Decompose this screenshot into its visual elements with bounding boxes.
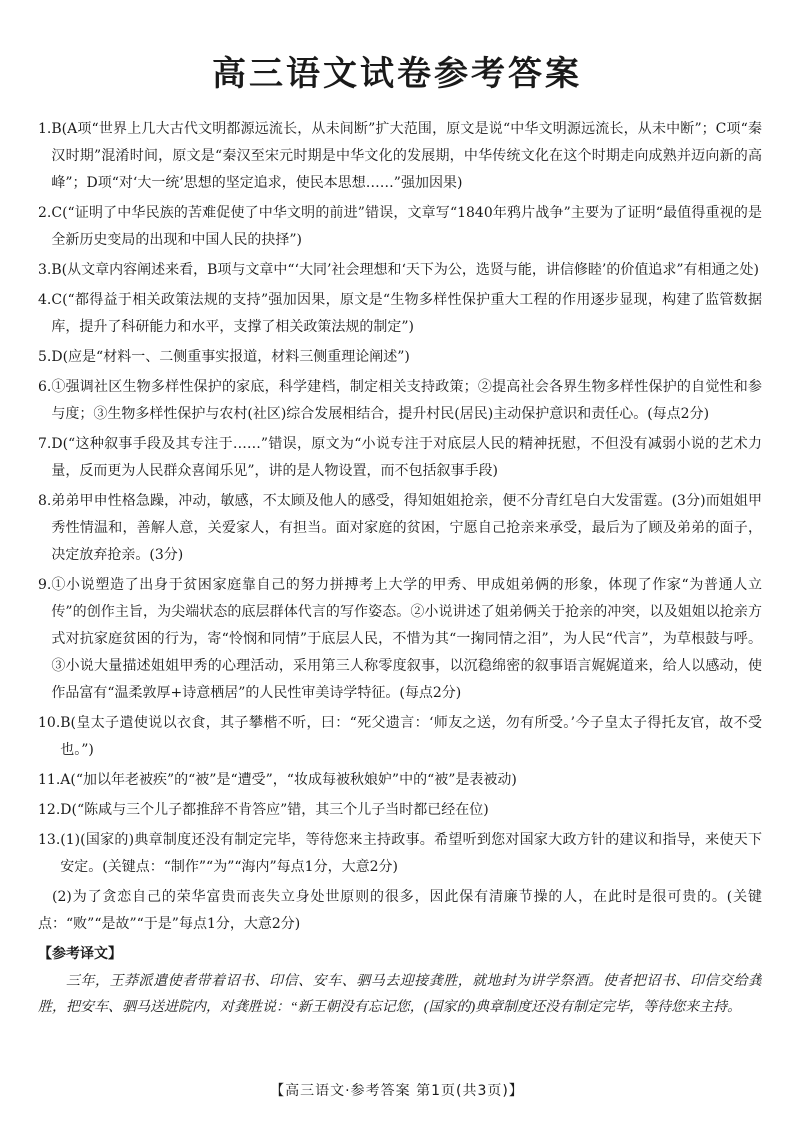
answer-number: 12. — [38, 802, 61, 818]
answer-text: ①小说塑造了出身于贫困家庭靠自己的努力拼搏考上大学的甲秀、甲成姐弟俩的形象，体现了作家“为普通人立传”的创作主旨，为尖端状态的底层群体代言的写作姿态。②小说讲述了姐弟俩关于抢亲的冲突，以及姐姐以抢亲方式对抗家庭贫困的行为，寄“怜悯和同情”于底层人民，不惜为其“一掬同情之泪”，为人民“代言”，为草根鼓与呼。③小说大量描述姐姐甲秀的心理活动，采用第三人称零度叙事，以沉稳绵密的叙事语言娓娓道来，给人以感动，使作品富有“温柔敦厚+诗意栖居”的人民性审美诗学特征。(每点2分) — [51, 577, 762, 701]
answer-text-part-1: (1)(国家的)典章制度还没有制定完毕，等待您来主持政事。希望听到您对国家大政方针的建议和指导，来使天下安定。(关键点：“制作”“为”“海内”每点1分，大意2分) — [60, 832, 762, 875]
answer-item-11 — [38, 767, 762, 794]
answer-item-7 — [38, 431, 762, 485]
answer-text: ①强调社区生物多样性保护的家底，科学建档，制定相关支持政策；②提高社会各界生物多样性保护的自觉性和参与度；③生物多样性保护与农村(社区)综合发展相结合，提升村民(居民)主动保护意识和责任心。(每点2分) — [51, 379, 762, 422]
answer-number: 13. — [38, 832, 61, 848]
answer-text: D(应是“材料一、二侧重事实报道，材料三侧重理论阐述”) — [51, 349, 410, 365]
answer-item-4 — [38, 287, 762, 341]
answer-item-10 — [38, 710, 762, 764]
answer-text: D(“陈咸与三个儿子都推辞不肯答应”错，其三个儿子当时都已经在位) — [60, 802, 489, 818]
answer-text: B(A项“世界上几大古代文明都源远流长，从未间断”扩大范围，原文是说“中华文明源远流长，从未中断”；C项“秦汉时期”混淆时间，原文是“秦汉至宋元时期是中华文化的发展期，中华传统文化在这个时期走向成熟并迈向新的高峰”；D项“对‘大一统’思想的坚定追求，使民本思想……”强加因果) — [51, 121, 762, 191]
answer-item-13 — [38, 827, 762, 881]
answer-item-6 — [38, 374, 762, 428]
answer-text: C(“都得益于相关政策法规的支持”强加因果，原文是“生物多样性保护重大工程的作用逐步显现，构建了监管数据库，提升了科研能力和水平，支撑了相关政策法规的制定”) — [51, 292, 762, 335]
answer-list — [38, 116, 762, 1021]
answer-text: A(“加以年老被疾”的“被”是“遭受”，“妆成每被秋娘妒”中的“被”是表被动) — [60, 772, 517, 788]
answer-text: 弟弟甲申性格急躁，冲动，敏感，不太顾及他人的感受，得知姐姐抢亲，便不分青红皂白大发雷霆。(3分)而姐姐甲秀性情温和，善解人意，关爱家人，有担当。面对家庭的贫困，宁愿自己抢亲来承受，最后为了顾及弟弟的面子，决定放弃抢亲。(3分) — [51, 493, 762, 563]
answer-number: 9. — [38, 577, 52, 593]
reference-translation: 三年，王莽派遣使者带着诏书、印信、安车、驷马去迎接龚胜，就地封为讲学祭酒。使者把诏书、印信交给龚胜，把安车、驷马送进院内，对龚胜说：“新王朝没有忘记您，(国家的)典章制度还没有制定完毕，等待您来主持。 — [38, 974, 762, 1015]
answer-text: B(皇太子遣使说以衣食，其子攀楷不听，曰：“死父遗言：‘师友之送，勿有所受。’今子皇太子得托友官，故不受也。”) — [60, 715, 762, 758]
answer-text: C(“证明了中华民族的苦难促使了中华文明的前进”错误，文章写“1840年鸦片战争”主要为了证明“最值得重视的是全新历史变局的出现和中国人民的抉择”) — [51, 205, 762, 248]
page-title: 高三语文试卷参考答案 — [212, 54, 582, 94]
answer-item-3 — [38, 257, 762, 284]
answer-text: D(“这种叙事手段及其专注于……”错误，原文为“小说专注于对底层人民的精神抚慰，不但没有减弱小说的艺术力量，反而更为人民群众喜闻乐见”，讲的是人物设置，而不包括叙事手段) — [51, 436, 762, 479]
answer-number: 7. — [38, 436, 52, 452]
answer-number: 8. — [38, 493, 52, 509]
answer-item-12 — [38, 797, 762, 824]
answer-number: 11. — [38, 772, 61, 788]
answer-item-5 — [38, 344, 762, 371]
answer-text-part-2: (2)为了贪恋自己的荣华富贵而丧失立身处世原则的很多，因此保有清廉节操的人，在此时是很可贵的。(关键点：“败”“是故”“于是”每点1分，大意2分) — [38, 889, 762, 932]
page-footer: 【高三语文·参考答案 第1页(共3页)】 — [270, 1083, 524, 1099]
answer-number: 4. — [38, 292, 52, 308]
reference-heading: 【参考译文】 — [38, 946, 122, 962]
answer-item-8 — [38, 488, 762, 569]
answer-item-1 — [38, 116, 762, 197]
answer-number: 2. — [38, 205, 52, 221]
answer-item-2 — [38, 200, 762, 254]
answer-number: 6. — [38, 379, 52, 395]
answer-number: 1. — [38, 121, 52, 137]
answer-text: B(从文章内容阐述来看，B项与文章中“‘大同’社会理想和‘天下为公，选贤与能，讲信修睦’的价值追求”有相通之处) — [51, 262, 759, 278]
answer-number: 5. — [38, 349, 52, 365]
answer-number: 10. — [38, 715, 61, 731]
answer-item-9 — [38, 572, 762, 707]
answer-number: 3. — [38, 262, 52, 278]
